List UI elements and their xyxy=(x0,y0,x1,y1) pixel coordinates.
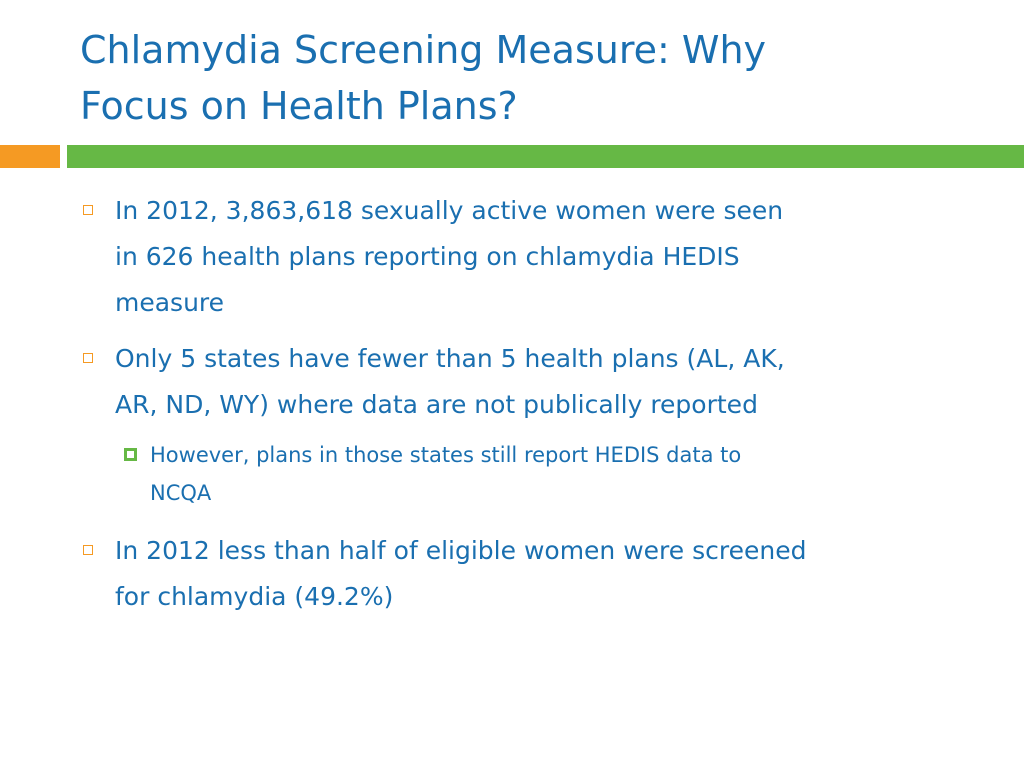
bullet-line: Only 5 states have fewer than 5 health plans (AL, AK, xyxy=(115,344,785,373)
title-divider-green xyxy=(67,145,1024,168)
bullet-text xyxy=(115,528,806,620)
slide-title xyxy=(80,22,980,134)
sub-bullet-line: NCQA xyxy=(150,481,212,505)
bullet-line: In 2012, 3,863,618 sexually active women were seen xyxy=(115,196,784,225)
bullet-line: In 2012 less than half of eligible women were screened xyxy=(115,536,807,565)
sub-bullet-text xyxy=(150,436,741,512)
bullet-line: in 626 health plans reporting on chlamydia HEDIS xyxy=(115,242,740,271)
filled-square-bullet-icon xyxy=(124,448,137,461)
hollow-square-bullet-icon xyxy=(83,545,93,555)
hollow-square-bullet-icon xyxy=(83,205,93,215)
title-divider-orange xyxy=(0,145,60,168)
bullet-line: AR, ND, WY) where data are not publically reported xyxy=(115,390,758,419)
hollow-square-bullet-icon xyxy=(83,353,93,363)
sub-bullet-line: However, plans in those states still report HEDIS data to xyxy=(150,443,742,467)
bullet-line: for chlamydia (49.2%) xyxy=(115,582,394,611)
slide-title-line-1: Chlamydia Screening Measure: Why xyxy=(80,28,767,72)
slide-title-line-2: Focus on Health Plans? xyxy=(80,84,518,128)
bullet-line: measure xyxy=(115,288,225,317)
bullet-text xyxy=(115,336,785,428)
bullet-text xyxy=(115,188,783,326)
